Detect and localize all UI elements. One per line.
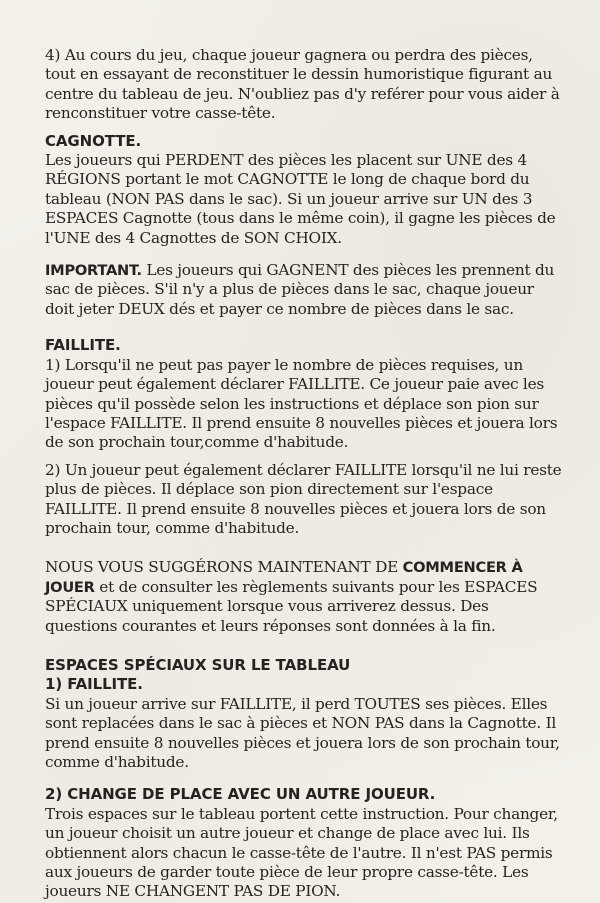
- important-paragraph: [45, 261, 565, 319]
- commencer-a-jouer: COMMENCER À JOUER: [45, 559, 523, 596]
- faillite-paragraph-1: 1) Lorsqu'il ne peut pas payer le nombre de pièces requises, un joueur peut également déclarer FAILLITE. Ce joueur paie avec les pièces qu'il possède selon les instructions et déplace son pion sur l'espace FAILLITE. Il prend ensuite 8 nouvelles pièces et jouera lors de son prochain tour,comme d'habitude.: [45, 355, 558, 452]
- special-1-heading: 1) FAILLITE.: [45, 675, 143, 694]
- special-2-heading: 2) CHANGE DE PLACE AVEC UN AUTRE JOUEUR.: [45, 785, 436, 804]
- special-spaces-heading: ESPACES SPÉCIAUX SUR LE TABLEAU: [45, 655, 351, 674]
- special-1-paragraph: Si un joueur arrive sur FAILLITE, il perd TOUTES ses pièces. Elles sont replacées dans le sac à pièces et NON PAS dans la Cagnotte. Il prend ensuite 8 nouvelles pièces et jouera lors de son prochain tour, comme d'habitude.: [45, 694, 560, 771]
- faillite-heading: FAILLITE.: [45, 336, 121, 355]
- rules-text: [45, 46, 565, 902]
- rule-paragraph-4: 4) Au cours du jeu, chaque joueur gagnera ou perdra des pièces, tout en essayant de reconstituer le dessin humoristique figurant au centre du tableau de jeu. N'oubliez pas d'y reférer pour vous aider à renconstituer votre casse-tête.: [45, 46, 560, 123]
- suggestion-text-start: NOUS VOUS SUGGÉRONS MAINTENANT DE: [45, 558, 403, 577]
- faillite-paragraph-2: 2) Un joueur peut également déclarer FAILLITE lorsqu'il ne lui reste plus de pièces. Il déplace son pion directement sur l'espace FAILLITE. Il prend ensuite 8 nouvelles pièces et jouera lors de son prochain tour, comme d'habitude.: [45, 460, 562, 537]
- cagnotte-heading: CAGNOTTE.: [45, 131, 142, 150]
- special-2-paragraph: Trois espaces sur le tableau portent cette instruction. Pour changer, un joueur choisit un autre joueur et change de place avec lui. Ils obtiennent alors chacun le casse-tête de l'autre. Il n'est PAS permis aux joueurs de garder toute pièce de leur propre casse-tête. Les joueurs NE CHANGENT PAS DE PION.: [45, 804, 558, 901]
- suggestion-paragraph: [45, 558, 565, 636]
- important-label: IMPORTANT.: [45, 262, 142, 280]
- cagnotte-paragraph: Les joueurs qui PERDENT des pièces les placent sur UNE des 4 RÉGIONS portant le mot CAGNOTTE le long de chaque bord du tableau (NON PAS dans le sac). Si un joueur arrive sur UN des 3 ESPACES Cagnotte (tous dans le même coin), il gagne les pièces de l'UNE des 4 Cagnottes de SON CHOIX.: [45, 151, 556, 247]
- suggestion-text-end: et de consulter les règlements suivants pour les ESPACES SPÉCIAUX uniquement lorsque vous arriverez dessus. Des questions courantes et leurs réponses sont données à la fin.: [45, 577, 538, 635]
- important-text: Les joueurs qui GAGNENT des pièces les prennent du sac de pièces. S'il n'y a plus de pièces dans le sac, chaque joueur doit jeter DEUX dés et payer ce nombre de pièces dans le sac.: [45, 261, 555, 318]
